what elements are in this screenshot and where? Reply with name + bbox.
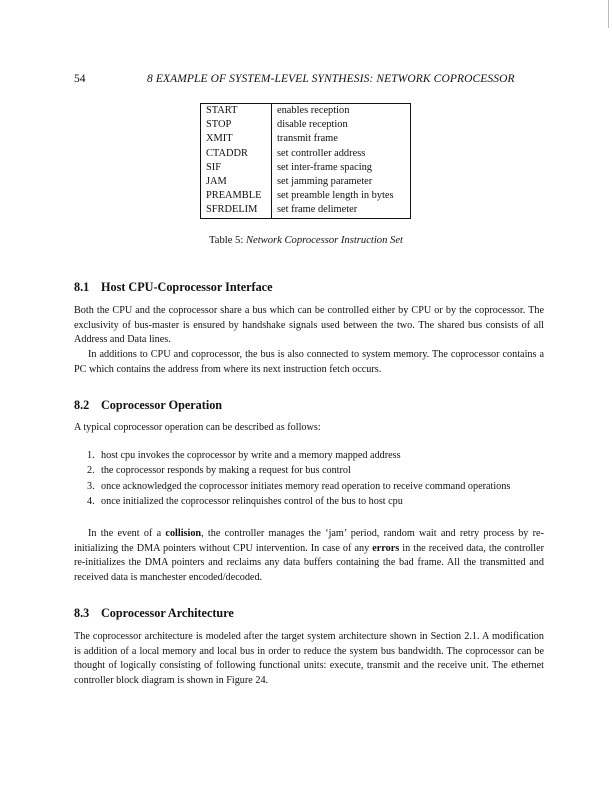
- section-number: 8.3: [74, 606, 90, 620]
- table-caption-label: Table 5:: [209, 235, 244, 246]
- table-caption-title: Network Coprocessor Instruction Set: [245, 235, 403, 246]
- instruction-opcode: XMIT: [201, 132, 272, 146]
- paragraph: Both the CPU and the coprocessor share a bus which can be controlled either by CPU or by the coprocessor. The exclusivity of bus-master is ensured by handshake signals used between the two. The shared bus consists of all Address and Data lines.: [74, 305, 544, 346]
- instruction-description: disable reception: [277, 119, 348, 131]
- list-item-text: once acknowledged the coprocessor initiates memory read operation to receive command operations: [101, 480, 511, 492]
- instruction-description: enables reception: [277, 105, 350, 116]
- instruction-description: set jamming parameter: [277, 176, 373, 188]
- instruction-description: transmit frame: [277, 133, 338, 145]
- paragraph-text: In the event of a: [88, 528, 166, 539]
- section-heading-8-2: [74, 398, 222, 413]
- instruction-description: set inter-frame spacing: [277, 161, 372, 173]
- section-number: 8.1: [74, 280, 90, 294]
- table-row: [201, 132, 411, 146]
- section-title: Coprocessor Architecture: [101, 606, 234, 620]
- instruction-opcode: CTADDR: [201, 147, 272, 161]
- list-item-number: 3.: [87, 480, 95, 492]
- table-caption: [0, 235, 612, 246]
- paragraph: The coprocessor architecture is modeled after the target system architecture shown in Section 2.1. A modification is addition of a local memory and local bus in order to reduce the system bus bandwidth. The coprocessor can be thought of logically consisting of following functional units: execute, transmit and the receive unit. The ethernet controller block diagram is shown in Figure 24.: [74, 631, 544, 686]
- table-row: [201, 104, 411, 119]
- scan-edge-mark: [608, 0, 609, 28]
- instruction-opcode: SFRDELIM: [201, 203, 272, 218]
- list-item-number: 2.: [87, 465, 95, 477]
- table-row: [201, 203, 411, 218]
- table-row: [201, 161, 411, 175]
- section-number: 8.2: [74, 398, 90, 412]
- instruction-opcode: JAM: [201, 175, 272, 189]
- paragraph-text: , the controller manages the ‘jam’ period, random wait and retry process by re-initializing the DMA pointers without CPU intervention. In case of any: [74, 528, 544, 554]
- list-item: [87, 463, 547, 478]
- list-item-text: the coprocessor responds by making a request for bus control: [101, 465, 351, 477]
- emphasis-collision: collision: [165, 528, 202, 539]
- list-item: [87, 494, 547, 509]
- paragraph-text: in the received data, the controller re-initializes the DMA pointers and reclaims any data buffers containing the bad frame. All the transmitted and received data is manchester encoded/decoded.: [74, 542, 545, 583]
- section-heading-8-1: [74, 280, 273, 295]
- running-title: 8 EXAMPLE OF SYSTEM-LEVEL SYNTHESIS: NETWORK COPROCESSOR: [147, 73, 515, 85]
- table-row: [201, 147, 411, 161]
- instruction-opcode: START: [201, 104, 272, 119]
- list-item-text: once initialized the coprocessor relinquishes control of the bus to host cpu: [101, 495, 403, 507]
- section-heading-8-3: [74, 606, 234, 621]
- paragraph: In additions to CPU and coprocessor, the bus is also connected to system memory. The coprocessor contains a PC which contains the address from where its next instruction fetch occurs.: [74, 349, 544, 375]
- table-row: [201, 189, 411, 203]
- list-item-number: 1.: [87, 450, 95, 461]
- operation-steps-list: [87, 448, 547, 509]
- instruction-opcode: SIF: [201, 161, 272, 175]
- instruction-opcode: STOP: [201, 118, 272, 132]
- paragraph: A typical coprocessor operation can be described as follows:: [74, 422, 321, 433]
- instruction-description: set frame delimeter: [277, 204, 358, 216]
- section-title: Host CPU-Coprocessor Interface: [101, 280, 273, 294]
- table-row: [201, 175, 411, 189]
- instruction-description: set preamble length in bytes: [277, 190, 394, 202]
- section-title: Coprocessor Operation: [101, 398, 223, 412]
- page-number: 54: [74, 73, 86, 85]
- instruction-table: [200, 103, 411, 219]
- list-item: [87, 448, 547, 463]
- list-item: [87, 479, 547, 494]
- instruction-opcode: PREAMBLE: [201, 189, 272, 203]
- table-row: [201, 118, 411, 132]
- list-item-number: 4.: [87, 495, 95, 507]
- paragraph: [74, 527, 544, 585]
- list-item-text: host cpu invokes the coprocessor by write and a memory mapped address: [101, 450, 401, 461]
- emphasis-errors: errors: [372, 542, 400, 554]
- instruction-description: set controller address: [277, 147, 366, 159]
